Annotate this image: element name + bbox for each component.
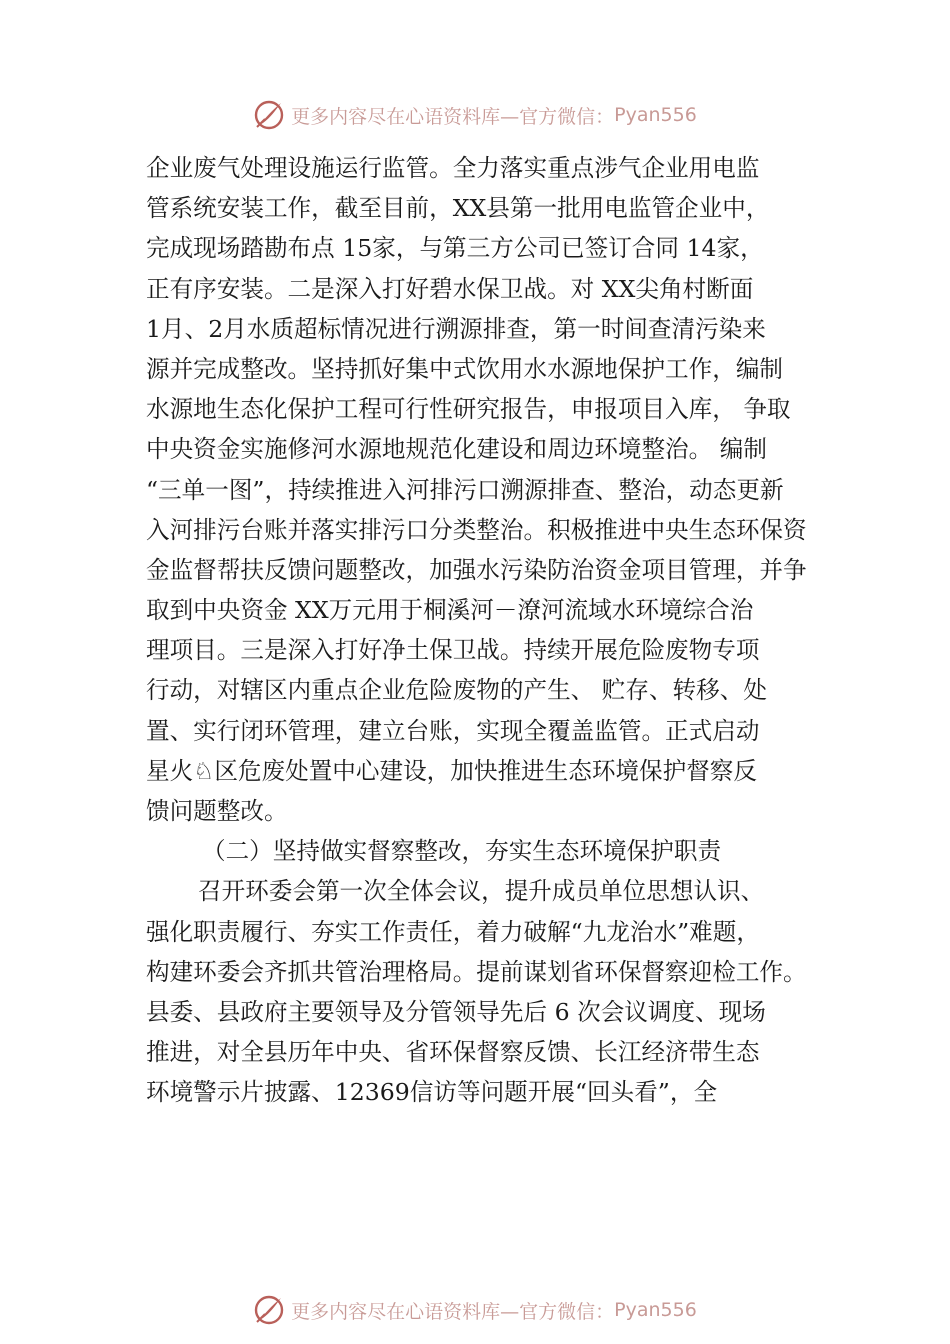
text-line: 推进，对全县历年中央、省环保督察反馈、长江经济带生态: [146, 1038, 760, 1067]
text-line: 置、实行闭环管理，建立台账，实现全覆盖监管。正式启动: [146, 716, 760, 745]
text-line: 馈问题整改。: [146, 797, 288, 825]
text-line: 源并完成整改。坚持抓好集中式饮用水水源地保护工作，编制: [146, 354, 784, 383]
header-banner: [0, 95, 950, 135]
text-line: （二）坚持做实督察整改，夯实生态环境保护职责: [202, 837, 722, 866]
text-line: 强化职责履行、夯实工作责任，着力破解“九龙治水”难题，: [146, 917, 760, 946]
text-line: 星火♘区危废处置中心建设，加快推进生态环境保护督察反: [146, 756, 757, 785]
text-line: 取到中央资金 XX万元用于桐溪河－潦河流域水环境综合治: [146, 596, 754, 625]
banner-wechat-id: Pyan556: [614, 1299, 697, 1321]
document-body: [146, 148, 826, 1113]
banner-wechat-id: Pyan556: [614, 104, 697, 126]
text-line: 管系统安装工作，截至目前，XX县第一批用电监管企业中，: [146, 194, 770, 223]
text-line: 中央资金实施修河水源地规范化建设和周边环境整治。 编制: [146, 435, 767, 464]
text-line: 县委、县政府主要领导及分管领导先后 6 次会议调度、现场: [146, 997, 766, 1026]
text-line: 正有序安装。二是深入打好碧水保卫战。对 XX尖角村断面: [146, 274, 754, 303]
text-line: “三单一图”，持续推进入河排污口溯源排查、整治，动态更新: [146, 475, 784, 504]
text-line: 1月、2月水质超标情况进行溯源排查，第一时间查清污染来: [146, 314, 766, 343]
text-line: 完成现场踏勘布点 15家，与第三方公司已签订合同 14家，: [146, 234, 764, 263]
banner-text: 更多内容尽在心语资料库—官方微信：: [291, 105, 615, 128]
feather-logo-icon: [253, 99, 285, 131]
text-line: 水源地生态化保护工程可行性研究报告，申报项目入库， 争取: [146, 395, 791, 424]
text-line: 环境警示片披露、12369信访等问题开展“回头看”，全: [146, 1078, 718, 1107]
footer-banner: [0, 1290, 950, 1330]
feather-logo-icon: [253, 1294, 285, 1326]
text-line: 入河排污台账并落实排污口分类整治。积极推进中央生态环保资: [146, 515, 807, 544]
text-line: 构建环委会齐抓共管治理格局。提前谋划省环保督察迎检工作。: [146, 957, 807, 986]
banner-text: 更多内容尽在心语资料库—官方微信：: [291, 1300, 615, 1323]
text-line: 理项目。三是深入打好净土保卫战。持续开展危险废物专项: [146, 636, 760, 665]
text-line: 企业废气处理设施运行监管。全力落实重点涉气企业用电监: [146, 154, 760, 182]
text-line: 召开环委会第一次全体会议，提升成员单位思想认识、: [198, 877, 765, 906]
text-line: 行动，对辖区内重点企业危险废物的产生、 贮存、转移、处: [146, 676, 767, 705]
text-line: 金监督帮扶反馈问题整改，加强水污染防治资金项目管理，并争: [146, 555, 807, 584]
